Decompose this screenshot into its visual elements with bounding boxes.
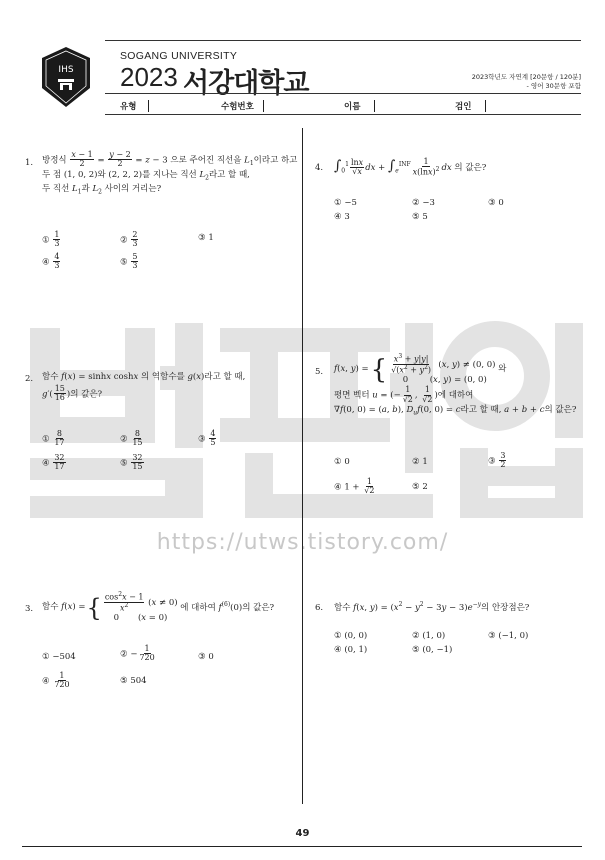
- question-4-stem: $\int_0^1$ $\frac{\ln x}{√x}$ dx + $\int_e^{INF}$ $\frac{1}{x(\ln x)^2}$ dx 의 값은?: [334, 156, 487, 177]
- question-1-stem: 방정식 $\frac{x - 1}{2}$ = $\frac{y - 2}{2}$ = z − 3 으로 주어진 직선을 $L_1$이라고 하고 두 점 (1, 0, 2)와 (2, 2, 2)를 지나는 직선 $L_2$라고 할 때, 두 직선 $L_1$과 $L_2$ 사이의 거리는?: [42, 150, 298, 196]
- question-1-option-4[interactable]: ④ $\frac{4}{3}$: [42, 252, 60, 271]
- exam-info-main: 2023학년도 자연계 [20문항 / 120분]: [471, 73, 581, 81]
- university-logo: [40, 46, 92, 108]
- question-5-option-2[interactable]: ② 1: [412, 457, 428, 467]
- question-6-option-2[interactable]: ② (1, 0): [412, 631, 446, 641]
- question-5-option-1[interactable]: ① 0: [334, 457, 350, 467]
- column-divider: [302, 128, 303, 804]
- question-number: 4.: [315, 163, 324, 173]
- question-6-option-5[interactable]: ⑤ (0, −1): [412, 645, 453, 655]
- question-3-option-4[interactable]: ④ $\frac{1}{720}$: [42, 671, 70, 690]
- question-3-option-3[interactable]: ③ 0: [198, 652, 214, 662]
- field-name-label: 이름: [344, 102, 361, 112]
- question-4-option-1[interactable]: ① −5: [334, 198, 357, 208]
- question-2-option-5[interactable]: ⑤ $\frac{32}{15}$: [120, 453, 143, 472]
- question-5-stem: f(x, y) = { $\frac{x^3 + y|y|}{√(x^2 + y^2)}$ (x, y) ≠ (0, 0) 0 (x, y) = (0, 0) 와 평면 벡터 u = (− $\frac{1}{√2}$ , $\frac{1}{√2}$ )에 대하여 ∇f(0, 0) = (a, b), $D_uf(0$, 0) = c라고 할 때, a + b + c의 값은?: [334, 353, 577, 417]
- question-2-option-4[interactable]: ④ $\frac{32}{17}$: [42, 453, 65, 472]
- question-6-option-3[interactable]: ③ (−1, 0): [488, 631, 529, 641]
- question-4-option-2[interactable]: ② −3: [412, 198, 435, 208]
- exam-info-sub: - 영어 30문항 포함: [526, 82, 581, 90]
- university-name-en: SOGANG UNIVERSITY: [120, 50, 238, 62]
- question-1-option-1[interactable]: ① $\frac{1}{3}$: [42, 230, 60, 249]
- question-2-option-2[interactable]: ② $\frac{8}{15}$: [120, 429, 143, 448]
- question-5-option-5[interactable]: ⑤ 2: [412, 482, 428, 492]
- question-4-option-3[interactable]: ③ 0: [488, 198, 504, 208]
- question-6-option-4[interactable]: ④ (0, 1): [334, 645, 368, 655]
- question-number: 5.: [315, 367, 324, 377]
- question-4-option-5[interactable]: ⑤ 5: [412, 212, 428, 222]
- field-seal-label: 검인: [455, 102, 472, 112]
- question-6-stem: 함수 f(x, $y) = (x^2 - y^2 - 3y - 3)e^{-y}$의 안장점은?: [334, 601, 530, 613]
- header-bottom-rule: [105, 114, 581, 115]
- question-2-stem: 함수 f(x) = sinhx coshx 의 역함수를 g(x)라고 할 때, g′( $\frac{15}{16}$ )의 값은?: [42, 372, 246, 402]
- header-top-rule: [105, 40, 581, 41]
- field-divider: [148, 100, 149, 112]
- question-2-option-3[interactable]: ③ $\frac{4}{5}$: [198, 429, 216, 448]
- field-divider: [263, 100, 264, 112]
- exam-year: 2023: [120, 62, 178, 92]
- question-number: 6.: [315, 603, 324, 613]
- question-1-option-2[interactable]: ② $\frac{2}{3}$: [120, 230, 138, 249]
- question-2-option-1[interactable]: ① $\frac{8}{17}$: [42, 429, 65, 448]
- header-mid-rule: [105, 93, 581, 94]
- question-4-option-4[interactable]: ④ 3: [334, 212, 350, 222]
- footer-rule: [22, 846, 582, 847]
- question-6-option-1[interactable]: ① (0, 0): [334, 631, 368, 641]
- logo-text: IHS: [58, 65, 74, 75]
- question-5-option-3[interactable]: ③ $\frac{3}{2}$: [488, 451, 506, 470]
- question-number: 3.: [25, 604, 34, 614]
- question-3-option-2[interactable]: ② − $\frac{1}{720}$: [120, 644, 155, 663]
- question-number: 2.: [25, 374, 34, 384]
- question-1-option-3[interactable]: ③ 1: [198, 233, 214, 243]
- question-number: 1.: [25, 158, 34, 168]
- school-name: 서강대학교: [183, 68, 309, 99]
- field-divider: [374, 100, 375, 112]
- question-3-option-5[interactable]: ⑤ 504: [120, 676, 147, 686]
- watermark-text: 별편입: [15, 318, 18, 319]
- question-5-option-4[interactable]: ④ 1 + $\frac{1}{√2}$: [334, 477, 375, 496]
- question-3-stem: 함수 f(x) = { $\frac{\cos^2x - 1}{x^2}$ (x ≠ 0) 0 (x = 0) 에 대하여 $f^{(6)}(0)$의 값은?: [42, 591, 275, 624]
- question-1-option-5[interactable]: ⑤ $\frac{5}{3}$: [120, 252, 138, 271]
- field-exam-number-label: 수험번호: [221, 102, 254, 112]
- field-type-label: 유형: [120, 102, 137, 112]
- watermark-url: https://utws.tistory.com/: [156, 530, 449, 555]
- page-number: 49: [295, 828, 310, 839]
- field-divider: [485, 100, 486, 112]
- question-3-option-1[interactable]: ① −504: [42, 652, 76, 662]
